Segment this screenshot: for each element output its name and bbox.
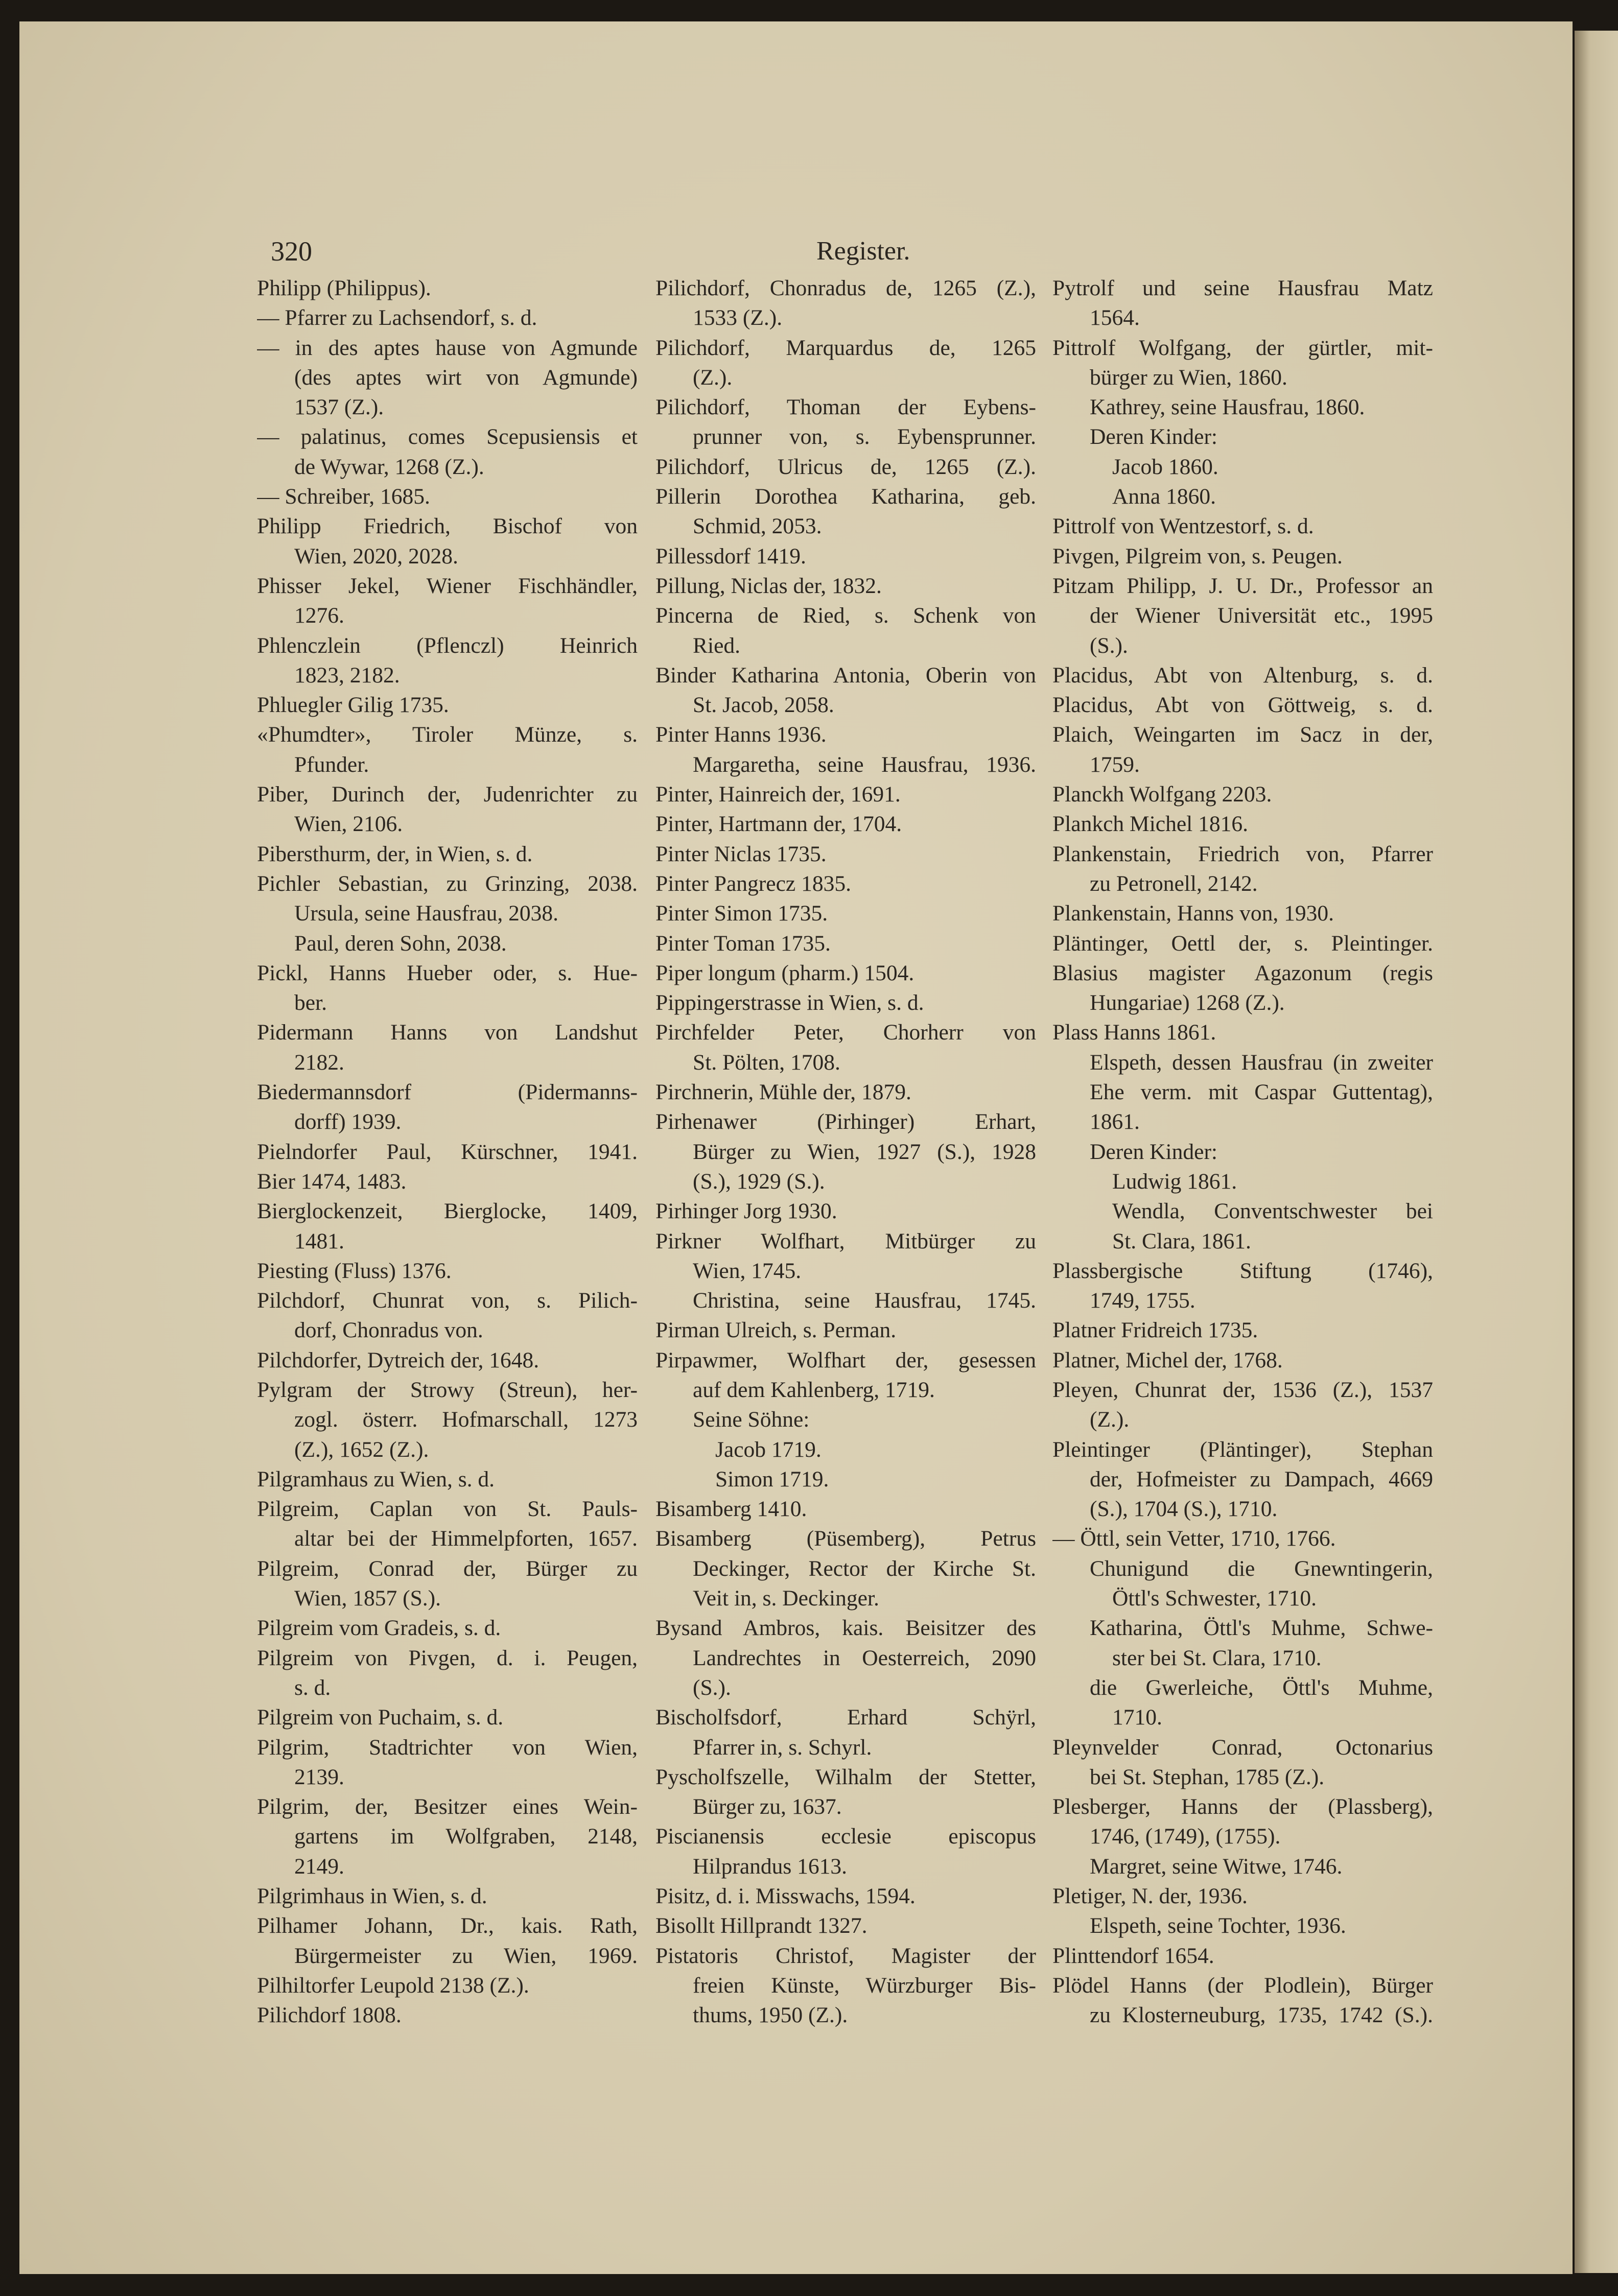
index-line: 1564. (1090, 305, 1140, 330)
index-line: Pleyen, Chunrat der, 1536 (Z.), 1537 (1052, 1377, 1433, 1402)
index-line: Pilichdorf 1808. (257, 2003, 402, 2028)
index-line: Piper longum (pharm.) 1504. (655, 960, 914, 985)
index-line: Pincerna de Ried, s. Schenk von (655, 603, 1036, 628)
index-line: — Pfarrer zu Lachsendorf, s. d. (257, 305, 537, 330)
index-line: Schmid, 2053. (693, 514, 822, 539)
index-line: Piesting (Fluss) 1376. (257, 1258, 452, 1283)
index-line: Bischolfsdorf, Erhard Schÿrl, (655, 1705, 1036, 1730)
index-line: bei St. Stephan, 1785 (Z.). (1090, 1764, 1325, 1789)
index-line: Pilgreim, Conrad der, Bürger zu (257, 1556, 638, 1581)
index-line: Pylgram der Strowy (Streun), her- (257, 1377, 638, 1402)
index-line: Pinter Niclas 1735. (655, 841, 827, 866)
index-line: Pilgreim, Caplan von St. Pauls- (257, 1497, 638, 1522)
index-line: Pläntinger, Oettl der, s. Pleintinger. (1052, 931, 1433, 956)
index-line: Landrechtes in Oesterreich, 2090 (693, 1645, 1036, 1670)
index-line: Bisollt Hillprandt 1327. (655, 1913, 867, 1938)
page-number: 320 (271, 236, 312, 267)
index-line: Pilichdorf, Thoman der Eybens- (655, 395, 1036, 420)
index-line: Pinter Hanns 1936. (655, 722, 827, 747)
index-line: Placidus, Abt von Altenburg, s. d. (1052, 662, 1433, 688)
index-line: 2182. (294, 1050, 344, 1075)
index-line: Chunigund die Gnewntingerin, (1090, 1556, 1433, 1581)
index-line: — palatinus, comes Scepusiensis et (257, 424, 638, 449)
index-line: Pletiger, N. der, 1936. (1052, 1884, 1248, 1909)
index-line: Jacob 1719. (715, 1437, 822, 1462)
index-line: 1746, (1749), (1755). (1090, 1824, 1281, 1849)
index-line: 1537 (Z.). (294, 395, 384, 420)
index-line: Pilhamer Johann, Dr., kais. Rath, (257, 1913, 638, 1938)
index-line: Pittrolf Wolfgang, der gürtler, mit- (1052, 335, 1433, 360)
index-line: Elspeth, dessen Hausfrau (in zweiter (1090, 1050, 1433, 1075)
index-line: Plankch Michel 1816. (1052, 812, 1248, 837)
facing-page-edge (1575, 31, 1618, 2273)
index-line: Pinter Toman 1735. (655, 931, 831, 956)
index-line: Pivgen, Pilgreim von, s. Peugen. (1052, 543, 1343, 569)
index-line: Pilgrim, der, Besitzer eines Wein- (257, 1794, 638, 1819)
index-line: 1759. (1090, 752, 1140, 777)
index-line: Pibersthurm, der, in Wien, s. d. (257, 841, 533, 866)
index-line: der, Hofmeister zu Dampach, 4669 (1090, 1466, 1433, 1492)
index-line: der Wiener Universität etc., 1995 (1090, 603, 1433, 628)
index-line: Pittrolf von Wentzestorf, s. d. (1052, 514, 1314, 539)
index-line: ber. (294, 990, 327, 1015)
index-line: Pillung, Niclas der, 1832. (655, 573, 882, 598)
index-line: 1861. (1090, 1109, 1140, 1134)
index-line: Pytrolf und seine Hausfrau Matz (1052, 276, 1433, 300)
index-line: St. Jacob, 2058. (693, 693, 834, 718)
index-line: Phlenczlein (Pflenczl) Heinrich (257, 633, 638, 658)
index-line: Ried. (693, 633, 741, 658)
index-line: Pleintinger (Pläntinger), Stephan (1052, 1437, 1433, 1462)
index-line: Ludwig 1861. (1112, 1169, 1237, 1194)
index-line: Bürger zu Wien, 1927 (S.), 1928 (693, 1139, 1036, 1164)
index-line: 2149. (294, 1854, 344, 1879)
index-line: Wien, 2020, 2028. (294, 543, 458, 569)
index-line: Pirman Ulreich, s. Perman. (655, 1318, 897, 1343)
index-column-2 (655, 273, 1036, 2030)
index-line: Plankenstain, Friedrich von, Pfarrer (1052, 841, 1433, 866)
index-line: «Phumdter», Tiroler Münze, s. (257, 722, 638, 747)
index-line: zu Petronell, 2142. (1090, 871, 1258, 896)
index-line: Pippingerstrasse in Wien, s. d. (655, 990, 924, 1015)
index-line: Pisitz, d. i. Misswachs, 1594. (655, 1884, 916, 1909)
index-line: Phisser Jekel, Wiener Fischhändler, (257, 573, 638, 598)
index-line: zogl. österr. Hofmarschall, 1273 (294, 1407, 638, 1432)
index-line: Paul, deren Sohn, 2038. (294, 931, 507, 956)
index-line: Plödel Hanns (der Plodlein), Bürger (1052, 1973, 1433, 1998)
running-title: Register. (816, 236, 910, 266)
index-line: Plass Hanns 1861. (1052, 1020, 1216, 1045)
index-line: ster bei St. Clara, 1710. (1112, 1645, 1322, 1670)
index-line: Plinttendorf 1654. (1052, 1943, 1214, 1968)
index-line: 1533 (Z.). (693, 305, 783, 330)
index-line: Pistatoris Christof, Magister der (655, 1943, 1036, 1968)
index-line: Platner, Michel der, 1768. (1052, 1347, 1283, 1372)
index-line: Hilprandus 1613. (693, 1854, 848, 1879)
index-line: Bürgermeister zu Wien, 1969. (294, 1943, 638, 1968)
index-line: Biedermannsdorf (Pidermanns- (257, 1080, 638, 1105)
index-line: (S.). (1090, 633, 1128, 658)
index-line: Bisamberg (Püsemberg), Petrus (655, 1526, 1036, 1551)
index-line: Pillerin Dorothea Katharina, geb. (655, 484, 1036, 509)
index-line: St. Pölten, 1708. (693, 1050, 840, 1075)
index-line: Binder Katharina Antonia, Oberin von (655, 662, 1036, 688)
index-line: (Z.). (1090, 1407, 1130, 1432)
index-line: Hungariae) 1268 (Z.). (1090, 990, 1285, 1015)
index-line: (Z.). (693, 365, 733, 390)
index-line: Veit in, s. Deckinger. (693, 1586, 879, 1611)
index-column-3 (1052, 273, 1433, 2030)
index-line: Pinter Pangrecz 1835. (655, 871, 851, 896)
index-line: Plesberger, Hanns der (Plassberg), (1052, 1794, 1433, 1819)
index-line: Bierglockenzeit, Bierglocke, 1409, (257, 1199, 638, 1224)
index-line: 1481. (294, 1228, 344, 1253)
index-line: Placidus, Abt von Göttweig, s. d. (1052, 693, 1433, 718)
index-line: bürger zu Wien, 1860. (1090, 365, 1287, 390)
index-line: Pirchnerin, Mühle der, 1879. (655, 1080, 911, 1105)
index-line: Pilichdorf, Chonradus de, 1265 (Z.), (655, 276, 1036, 300)
index-line: — in des aptes hause von Agmunde (257, 335, 638, 360)
index-line: Pilchdorf, Chunrat von, s. Pilich- (257, 1288, 638, 1313)
index-line: altar bei der Himmelpforten, 1657. (294, 1526, 638, 1551)
index-line: Plassbergische Stiftung (1746), (1052, 1258, 1433, 1283)
index-line: Pielndorfer Paul, Kürschner, 1941. (257, 1139, 638, 1164)
index-line: Margret, seine Witwe, 1746. (1090, 1854, 1343, 1879)
index-line: Seine Söhne: (693, 1407, 810, 1432)
index-line: Ehe verm. mit Caspar Guttentag), (1090, 1080, 1433, 1105)
index-line: Pilgreim von Pivgen, d. i. Peugen, (257, 1645, 638, 1670)
index-line: Ursula, seine Hausfrau, 2038. (294, 901, 559, 926)
index-line: (S.), 1929 (S.). (693, 1169, 825, 1194)
index-line: thums, 1950 (Z.). (693, 2003, 848, 2028)
index-line: 1823, 2182. (294, 662, 400, 688)
index-line: Pirpawmer, Wolfhart der, gesessen (655, 1347, 1036, 1372)
index-line: Bisamberg 1410. (655, 1497, 807, 1522)
index-line: freien Künste, Würzburger Bis- (693, 1973, 1036, 1998)
index-line: Pilchdorfer, Dytreich der, 1648. (257, 1347, 540, 1372)
index-line: Pinter, Hainreich der, 1691. (655, 782, 901, 807)
index-line: prunner von, s. Eybensprunner. (693, 424, 1036, 449)
index-line: Pyscholfszelle, Wilhalm der Stetter, (655, 1764, 1036, 1789)
index-line: dorf, Chonradus von. (294, 1318, 483, 1343)
index-line: Pfarrer in, s. Schyrl. (693, 1735, 872, 1760)
index-line: Pickl, Hanns Hueber oder, s. Hue- (257, 960, 638, 985)
index-line: Anna 1860. (1112, 484, 1216, 509)
index-line: Deren Kinder: (1090, 424, 1218, 449)
index-line: Pirhinger Jorg 1930. (655, 1199, 837, 1224)
index-line: Elspeth, seine Tochter, 1936. (1090, 1913, 1346, 1938)
index-column-1 (257, 273, 638, 2030)
index-line: Pilgreim von Puchaim, s. d. (257, 1705, 504, 1730)
index-line: (des aptes wirt von Agmunde) (294, 365, 638, 390)
index-line: Pilgramhaus zu Wien, s. d. (257, 1466, 495, 1492)
index-line: Margaretha, seine Hausfrau, 1936. (693, 752, 1036, 777)
index-line: Bysand Ambros, kais. Beisitzer des (655, 1616, 1036, 1641)
index-line: Pilgreim vom Gradeis, s. d. (257, 1616, 501, 1641)
index-line: (S.), 1704 (S.), 1710. (1090, 1497, 1278, 1522)
index-line: — Öttl, sein Vetter, 1710, 1766. (1052, 1526, 1336, 1551)
index-line: dorff) 1939. (294, 1109, 402, 1134)
index-line: (S.). (693, 1675, 731, 1700)
index-line: de Wywar, 1268 (Z.). (294, 454, 484, 479)
index-line: 1749, 1755. (1090, 1288, 1195, 1313)
index-line: Pirkner Wolfhart, Mitbürger zu (655, 1228, 1036, 1253)
index-line: Philipp Friedrich, Bischof von (257, 514, 638, 539)
index-line: Öttl's Schwester, 1710. (1112, 1586, 1317, 1611)
index-line: Wien, 1857 (S.). (294, 1586, 441, 1611)
index-line: Bier 1474, 1483. (257, 1169, 407, 1194)
index-line: (Z.), 1652 (Z.). (294, 1437, 429, 1462)
index-line: 1276. (294, 603, 344, 628)
index-line: Piscianensis ecclesie episcopus (655, 1824, 1036, 1849)
index-line: Pilgrimhaus in Wien, s. d. (257, 1884, 487, 1909)
index-line: s. d. (294, 1675, 331, 1700)
index-line: Bürger zu, 1637. (693, 1794, 842, 1819)
index-line: Pfunder. (294, 752, 369, 777)
index-line: Simon 1719. (715, 1466, 829, 1492)
index-line: Plaich, Weingarten im Sacz in der, (1052, 722, 1433, 747)
index-line: Pleynvelder Conrad, Octonarius (1052, 1735, 1433, 1760)
index-line: Kathrey, seine Hausfrau, 1860. (1090, 395, 1365, 420)
index-line: Pillessdorf 1419. (655, 543, 806, 569)
index-line: auf dem Kahlenberg, 1719. (693, 1377, 935, 1402)
index-line: Pinter Simon 1735. (655, 901, 828, 926)
index-line: Pirchfelder Peter, Chorherr von (655, 1020, 1036, 1045)
index-line: Deckinger, Rector der Kirche St. (693, 1556, 1036, 1581)
index-line: Pichler Sebastian, zu Grinzing, 2038. (257, 871, 638, 896)
index-line: Pitzam Philipp, J. U. Dr., Professor an (1052, 573, 1433, 598)
index-line: Wien, 2106. (294, 812, 403, 837)
index-line: zu Klosterneuburg, 1735, 1742 (S.). (1090, 2003, 1433, 2028)
index-line: Pirhenawer (Pirhinger) Erhart, (655, 1109, 1036, 1134)
index-line: Pidermann Hanns von Landshut (257, 1020, 638, 1045)
index-line: Plankenstain, Hanns von, 1930. (1052, 901, 1334, 926)
index-line: Philipp (Philippus). (257, 276, 431, 300)
index-line: Blasius magister Agazonum (regis (1052, 960, 1433, 985)
index-line: gartens im Wolfgraben, 2148, (294, 1824, 638, 1849)
index-line: die Gwerleiche, Öttl's Muhme, (1090, 1675, 1433, 1700)
index-line: Christina, seine Hausfrau, 1745. (693, 1288, 1036, 1313)
index-line: Phluegler Gilig 1735. (257, 693, 449, 718)
index-line: Jacob 1860. (1112, 454, 1218, 479)
index-line: Wendla, Conventschwester bei (1112, 1199, 1433, 1224)
index-line: Pilgrim, Stadtrichter von Wien, (257, 1735, 638, 1760)
index-line: Katharina, Öttl's Muhme, Schwe- (1090, 1616, 1433, 1641)
index-line: Wien, 1745. (693, 1258, 802, 1283)
index-line: Pilichdorf, Ulricus de, 1265 (Z.). (655, 454, 1036, 479)
index-line: 2139. (294, 1764, 344, 1789)
index-line: St. Clara, 1861. (1112, 1228, 1251, 1253)
index-line: Piber, Durinch der, Judenrichter zu (257, 782, 638, 807)
index-line: Planckh Wolfgang 2203. (1052, 782, 1272, 807)
index-line: Platner Fridreich 1735. (1052, 1318, 1258, 1343)
index-line: Pilhiltorfer Leupold 2138 (Z.). (257, 1973, 529, 1998)
index-line: Deren Kinder: (1090, 1139, 1218, 1164)
index-line: Pinter, Hartmann der, 1704. (655, 812, 902, 837)
index-line: Pilichdorf, Marquardus de, 1265 (655, 335, 1036, 360)
index-line: 1710. (1112, 1705, 1162, 1730)
index-line: — Schreiber, 1685. (257, 484, 430, 509)
